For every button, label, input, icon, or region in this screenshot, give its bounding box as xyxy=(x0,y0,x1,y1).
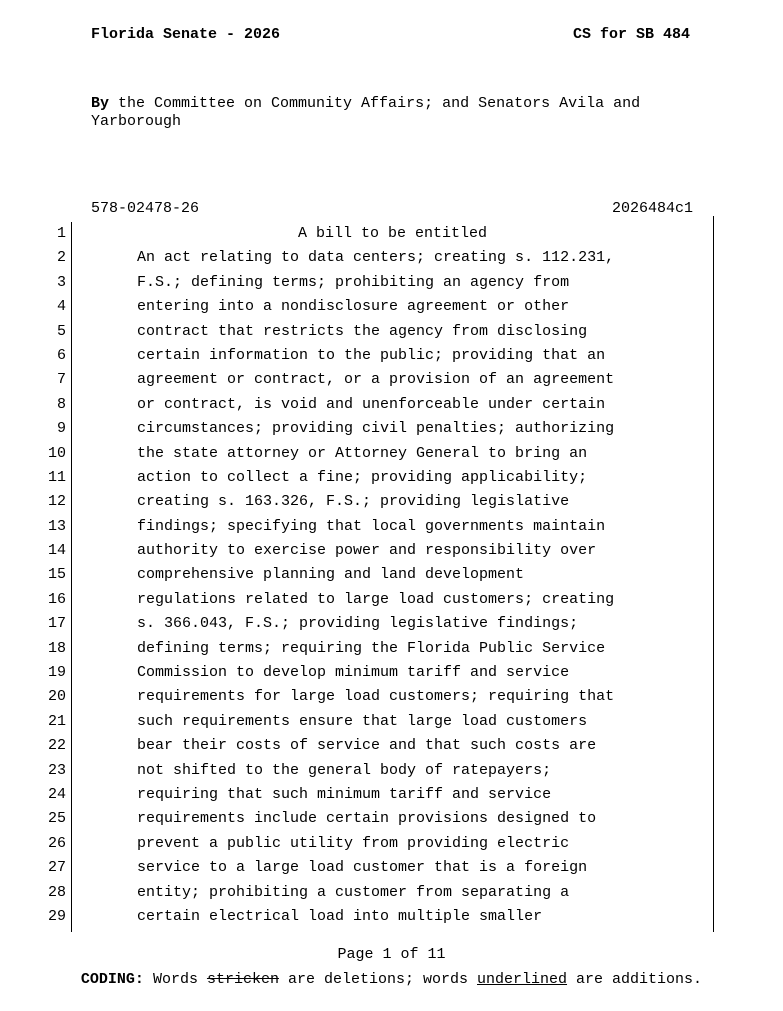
line-number: 14 xyxy=(47,542,66,560)
line-number: 26 xyxy=(47,834,66,852)
bill-line xyxy=(0,856,783,880)
bill-line xyxy=(0,222,783,246)
line-text: An act relating to data centers; creating s. 112.231, xyxy=(137,249,615,267)
line-text: F.S.; defining terms; prohibiting an agency from xyxy=(137,273,570,291)
bill-line xyxy=(0,685,783,709)
bill-line xyxy=(0,881,783,905)
line-text: or contract, is void and unenforceable under certain xyxy=(137,395,606,413)
coding-legend xyxy=(0,971,783,988)
bill-line xyxy=(0,759,783,783)
bill-line xyxy=(0,783,783,807)
bill-line xyxy=(0,539,783,563)
line-text: creating s. 163.326, F.S.; providing legislative xyxy=(137,493,570,511)
bill-line xyxy=(0,490,783,514)
line-text: prevent a public utility from providing electric xyxy=(137,834,570,852)
line-text: requirements for large load customers; requiring that xyxy=(137,688,615,706)
line-text: not shifted to the general body of ratepayers; xyxy=(137,761,552,779)
line-number: 8 xyxy=(56,395,66,413)
line-number: 9 xyxy=(56,420,66,438)
line-number: 5 xyxy=(56,322,66,340)
coding-end: are additions. xyxy=(567,971,703,988)
bill-line xyxy=(0,320,783,344)
page-indicator: Page 1 of 11 xyxy=(337,946,446,963)
line-number: 20 xyxy=(47,688,66,706)
bill-line xyxy=(0,637,783,661)
bill-line xyxy=(0,393,783,417)
line-number: 1 xyxy=(56,225,66,242)
bill-line xyxy=(0,588,783,612)
sponsor-statement xyxy=(91,95,640,131)
line-text: contract that restricts the agency from disclosing xyxy=(137,322,588,340)
line-number: 2 xyxy=(56,249,66,267)
line-number: 25 xyxy=(47,810,66,828)
line-number: 29 xyxy=(47,907,66,925)
line-number: 12 xyxy=(47,493,66,511)
sponsor-by-label: By xyxy=(91,95,110,112)
bill-line xyxy=(0,442,783,466)
bill-line xyxy=(0,710,783,734)
line-number: 6 xyxy=(56,346,66,364)
coding-middle: are deletions; words xyxy=(278,971,478,988)
bill-line xyxy=(0,368,783,392)
bill-text-body xyxy=(0,222,783,929)
line-number: 24 xyxy=(47,785,66,803)
bill-number: 2026484c1 xyxy=(611,200,693,217)
bill-line xyxy=(0,344,783,368)
line-text: such requirements ensure that large load customers xyxy=(137,712,588,730)
line-text: the state attorney or Attorney General to bring an xyxy=(137,444,588,462)
line-number: 21 xyxy=(47,712,66,730)
line-text: certain information to the public; providing that an xyxy=(137,346,606,364)
line-number: 4 xyxy=(56,298,66,316)
bill-line xyxy=(0,807,783,831)
line-text: A bill to be entitled xyxy=(297,225,488,242)
line-text: defining terms; requiring the Florida Public Service xyxy=(137,639,606,657)
bill-line xyxy=(0,832,783,856)
bill-line xyxy=(0,246,783,270)
line-text: requiring that such minimum tariff and service xyxy=(137,785,552,803)
line-number: 17 xyxy=(47,615,66,633)
bill-line xyxy=(0,612,783,636)
line-number: 11 xyxy=(47,468,66,486)
line-text: regulations related to large load customers; creating xyxy=(137,590,615,608)
bill-line xyxy=(0,905,783,929)
line-text: requirements include certain provisions designed to xyxy=(137,810,597,828)
bill-line xyxy=(0,661,783,685)
line-text: comprehensive planning and land development xyxy=(137,566,525,584)
line-text: entity; prohibiting a customer from separating a xyxy=(137,883,570,901)
sponsor-text-line1: the Committee on Community Affairs; and Senators Avila and xyxy=(109,95,641,112)
line-number: 27 xyxy=(47,859,66,877)
line-number: 16 xyxy=(47,590,66,608)
bill-line xyxy=(0,563,783,587)
line-text: s. 366.043, F.S.; providing legislative findings; xyxy=(137,615,579,633)
header-chamber-year: Florida Senate - 2026 xyxy=(91,26,281,43)
coding-words: Words xyxy=(143,971,207,988)
line-number: 15 xyxy=(47,566,66,584)
header-bill-id: CS for SB 484 xyxy=(573,26,691,43)
line-text: agreement or contract, or a provision of an agreement xyxy=(137,371,615,389)
line-text: entering into a nondisclosure agreement or other xyxy=(137,298,570,316)
line-text: authority to exercise power and responsibility over xyxy=(137,542,597,560)
line-text: circumstances; providing civil penalties; authorizing xyxy=(137,420,615,438)
line-text: certain electrical load into multiple smaller xyxy=(137,907,543,925)
line-number: 18 xyxy=(47,639,66,657)
coding-stricken-example: stricken xyxy=(206,971,279,988)
bill-draft-code: 578-02478-26 xyxy=(91,200,200,217)
line-number: 13 xyxy=(47,517,66,535)
line-text: bear their costs of service and that such costs are xyxy=(137,737,597,755)
line-number: 3 xyxy=(56,273,66,291)
sponsor-text-line2: Yarborough xyxy=(91,113,182,130)
bill-line xyxy=(0,417,783,441)
bill-line xyxy=(0,515,783,539)
line-number: 23 xyxy=(47,761,66,779)
line-text: findings; specifying that local governments maintain xyxy=(137,517,606,535)
coding-underlined-example: underlined xyxy=(477,971,568,988)
line-text: action to collect a fine; providing applicability; xyxy=(137,468,588,486)
coding-label: CODING: xyxy=(80,971,144,988)
line-number: 22 xyxy=(47,737,66,755)
line-number: 28 xyxy=(47,883,66,901)
line-text: Commission to develop minimum tariff and service xyxy=(137,664,570,682)
line-number: 10 xyxy=(47,444,66,462)
line-number: 19 xyxy=(47,664,66,682)
bill-line xyxy=(0,295,783,319)
bill-line xyxy=(0,734,783,758)
bill-line xyxy=(0,271,783,295)
line-text: service to a large load customer that is a foreign xyxy=(137,859,588,877)
line-number: 7 xyxy=(56,371,66,389)
bill-line xyxy=(0,466,783,490)
